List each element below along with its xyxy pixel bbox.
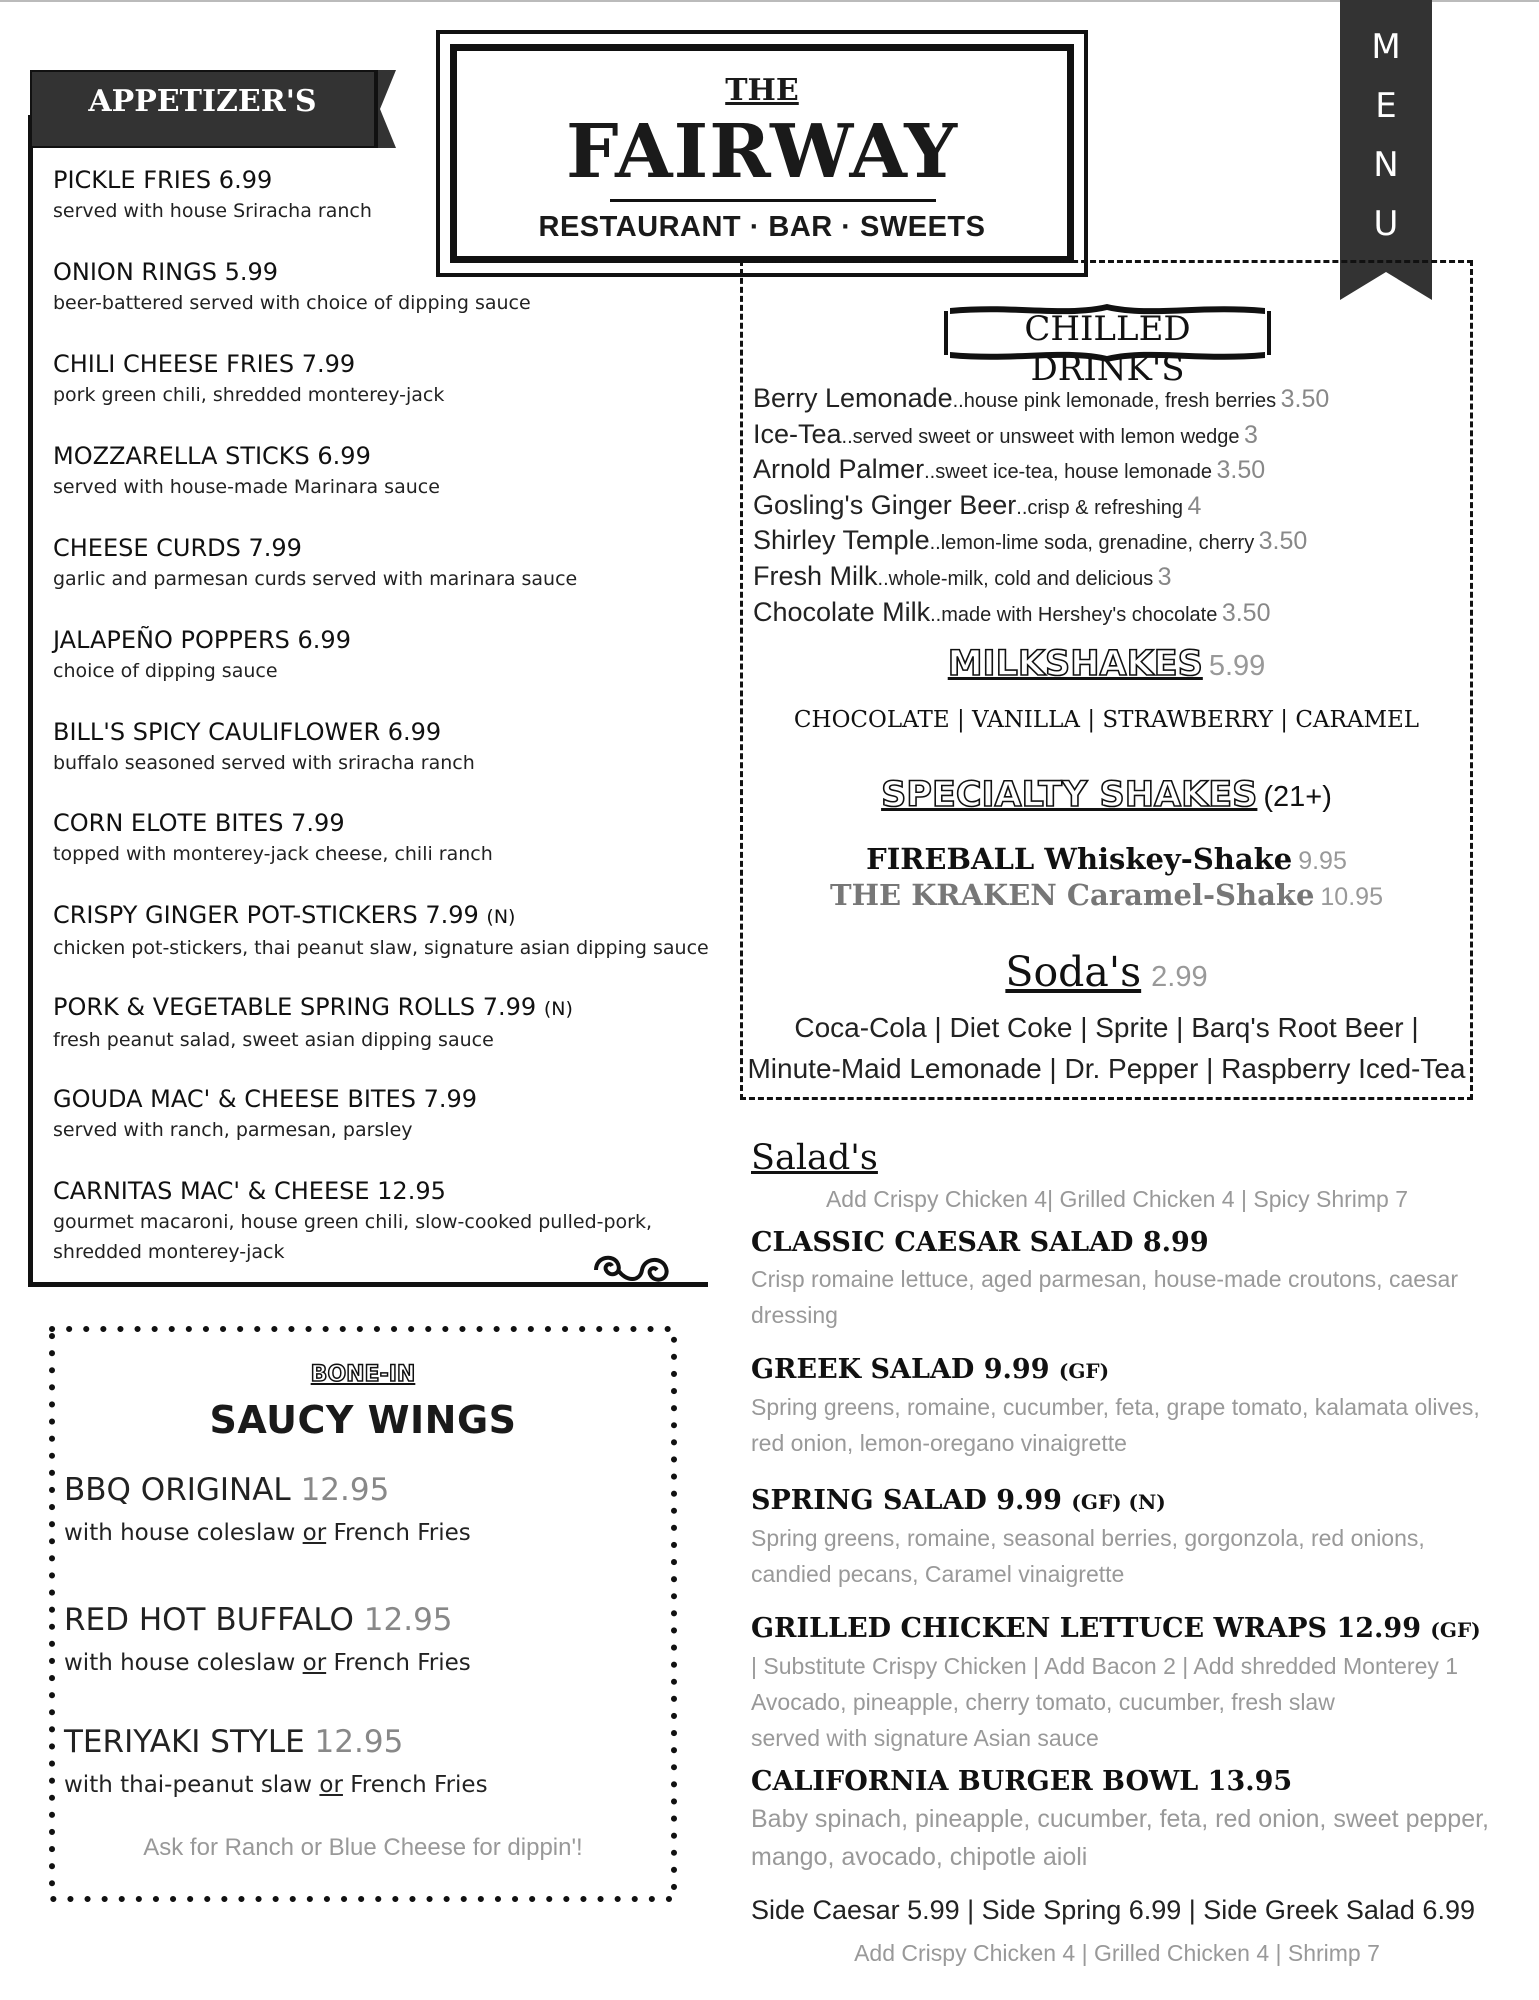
drink-desc: ..lemon-lime soda, grenadine, cherry <box>929 532 1255 554</box>
appetizer-name: CRISPY GINGER POT-STICKERS 7.99 <box>53 901 479 929</box>
wing-desc: with thai-peanut slaw <box>64 1772 320 1798</box>
appetizer-name: ONION RINGS 5.99 <box>53 258 278 286</box>
sodas-heading <box>740 948 1473 996</box>
appetizer-desc: chicken pot-stickers, thai peanut slaw, signature asian dipping sauce <box>53 937 709 959</box>
wing-desc: with house coleslaw <box>64 1520 303 1546</box>
salad-desc: served with signature Asian sauce <box>751 1725 1099 1751</box>
salad-desc: dressing <box>751 1302 838 1328</box>
logo-the: THE <box>725 73 799 108</box>
salad-desc: Spring greens, romaine, cucumber, feta, grape tomato, kalamata olives, <box>751 1394 1480 1420</box>
salad-diet-tag: (GF) <box>1430 1618 1481 1642</box>
logo-tagline: RESTAURANT · BAR · SWEETS <box>538 211 986 243</box>
salad-name: GREEK SALAD 9.99 <box>751 1354 1050 1385</box>
menu-ribbon <box>1340 0 1432 300</box>
specialty-shakes-title: SPECIALTY SHAKES <box>881 775 1258 815</box>
drink-price: 3.50 <box>1216 456 1266 484</box>
drink-item <box>753 561 1473 592</box>
shake-name: FIREBALL Whiskey-Shake <box>866 842 1293 876</box>
appetizer-item <box>53 716 713 778</box>
wing-desc-end: French Fries <box>342 1772 488 1798</box>
appetizer-item <box>53 440 713 502</box>
side-salads: Side Caesar 5.99 | Side Spring 6.99 | Side Greek Salad 6.99 <box>751 1895 1475 1925</box>
chilled-drinks-title: CHILLED DRINK'S <box>1024 309 1191 389</box>
salad-desc: Avocado, pineapple, cherry tomato, cucumber, fresh slaw <box>751 1689 1335 1715</box>
ribbon-letters <box>1340 18 1432 254</box>
drink-price: 3.50 <box>1258 527 1308 555</box>
wing-name: TERIYAKI STYLE <box>64 1724 305 1760</box>
appetizer-item <box>53 532 713 594</box>
top-rule <box>0 0 1539 2</box>
appetizer-item <box>53 1083 713 1145</box>
appetizer-name: JALAPEÑO POPPERS 6.99 <box>53 626 351 654</box>
wing-price: 12.95 <box>300 1472 390 1508</box>
specialty-shakes-heading <box>740 775 1473 815</box>
salad-name: CALIFORNIA BURGER BOWL 13.95 <box>751 1766 1293 1797</box>
soda-list: Minute-Maid Lemonade | Dr. Pepper | Raspberry Iced-Tea <box>747 1053 1466 1084</box>
salad-addons: Add Crispy Chicken 4| Grilled Chicken 4 | Spicy Shrimp 7 <box>825 1186 1409 1212</box>
wing-item <box>64 1470 664 1550</box>
shake-name: THE KRAKEN Caramel-Shake <box>830 878 1315 912</box>
milkshakes-title: MILKSHAKES <box>947 644 1203 684</box>
appetizer-item <box>53 991 713 1055</box>
wings-bone-in-label: BONE-IN <box>310 1362 416 1387</box>
appetizer-desc-line2: shredded monterey-jack <box>53 1241 285 1263</box>
appetizer-desc: fresh peanut salad, sweet asian dipping sauce <box>53 1029 494 1051</box>
appetizer-nut-tag: (N) <box>543 998 573 1020</box>
drink-name: Chocolate Milk <box>753 597 931 627</box>
wing-desc-or: or <box>319 1772 343 1798</box>
appetizer-item <box>53 348 713 410</box>
appetizer-desc: pork green chili, shredded monterey-jack <box>53 384 445 406</box>
ribbon-letter: N <box>1373 145 1399 185</box>
appetizers-title: APPETIZER'S <box>88 84 317 119</box>
drink-price: 3.50 <box>1221 599 1271 627</box>
wing-desc-end: French Fries <box>326 1520 471 1546</box>
wing-price: 12.95 <box>363 1602 453 1638</box>
salad-desc: red onion, lemon-oregano vinaigrette <box>751 1430 1127 1456</box>
wing-name: RED HOT BUFFALO <box>64 1602 354 1638</box>
appetizer-name: CORN ELOTE BITES 7.99 <box>53 809 345 837</box>
appetizer-name: CHEESE CURDS 7.99 <box>53 534 302 562</box>
drink-desc: ..made with Hershey's chocolate <box>930 604 1218 626</box>
drink-desc: ..whole-milk, cold and delicious <box>877 568 1154 590</box>
salad-item <box>751 1764 1521 1876</box>
salads-title: Salad's <box>751 1138 878 1178</box>
wing-desc-end: French Fries <box>326 1650 471 1676</box>
wings-note: Ask for Ranch or Blue Cheese for dippin'! <box>143 1834 583 1861</box>
salad-desc: | Substitute Crispy Chicken | Add Bacon 2 | Add shredded Monterey 1 <box>751 1653 1459 1679</box>
wing-desc: with house coleslaw <box>64 1650 303 1676</box>
salad-name: CLASSIC CAESAR SALAD 8.99 <box>751 1227 1209 1258</box>
appetizer-name: CARNITAS MAC' & CHEESE 12.95 <box>53 1177 446 1205</box>
drink-item <box>753 383 1473 414</box>
appetizer-name: BILL'S SPICY CAULIFLOWER 6.99 <box>53 718 442 746</box>
drink-price: 3 <box>1243 421 1258 449</box>
appetizer-desc: garlic and parmesan curds served with marinara sauce <box>53 568 578 590</box>
appetizer-desc: buffalo seasoned served with sriracha ranch <box>53 752 475 774</box>
salad-item <box>751 1611 1521 1756</box>
drink-price: 4 <box>1187 492 1202 520</box>
appetizer-desc: topped with monterey-jack cheese, chili ranch <box>53 843 493 865</box>
appetizer-desc: served with house-made Marinara sauce <box>53 476 440 498</box>
drink-name: Ice-Tea <box>753 419 842 449</box>
drink-name: Shirley Temple <box>753 525 930 555</box>
appetizer-item <box>53 899 713 963</box>
salad-item <box>751 1483 1521 1592</box>
appetizer-item <box>53 164 713 226</box>
drink-item <box>753 525 1473 556</box>
appetizer-name: MOZZARELLA STICKS 6.99 <box>53 442 371 470</box>
appetizer-desc: served with ranch, parmesan, parsley <box>53 1119 413 1141</box>
milkshakes-price: 5.99 <box>1208 650 1266 682</box>
drink-desc: ..house pink lemonade, fresh berries <box>952 390 1277 412</box>
side-salad-addons: Add Crispy Chicken 4 | Grilled Chicken 4 | Shrimp 7 <box>854 1940 1380 1966</box>
wing-item <box>64 1722 664 1802</box>
specialty-shake-item <box>740 878 1473 912</box>
swirl-ornament-icon <box>592 1248 672 1292</box>
drink-desc: ..served sweet or unsweet with lemon wedge <box>841 426 1240 448</box>
wings-title: SAUCY WINGS <box>209 1398 517 1442</box>
specialty-age-note: (21+) <box>1263 781 1332 813</box>
salad-item <box>751 1352 1521 1461</box>
drink-item <box>753 490 1473 521</box>
salad-desc: Spring greens, romaine, seasonal berries, gorgonzola, red onions, <box>751 1525 1425 1551</box>
ribbon-letter: E <box>1375 86 1397 126</box>
appetizer-desc: choice of dipping sauce <box>53 660 278 682</box>
drink-name: Gosling's Ginger Beer <box>753 490 1017 520</box>
appetizer-item <box>53 807 713 869</box>
wing-name: BBQ ORIGINAL <box>64 1472 291 1508</box>
appetizer-name: PICKLE FRIES 6.99 <box>53 166 273 194</box>
drink-desc: ..sweet ice-tea, house lemonade <box>924 461 1213 483</box>
sodas-price: 2.99 <box>1151 961 1208 993</box>
wing-desc-or: or <box>302 1520 327 1546</box>
milkshake-flavors: CHOCOLATE | VANILLA | STRAWBERRY | CARAMEL <box>793 707 1420 733</box>
appetizer-name: GOUDA MAC' & CHEESE BITES 7.99 <box>53 1085 478 1113</box>
appetizer-item <box>53 624 713 686</box>
wing-item <box>64 1600 664 1680</box>
drink-name: Fresh Milk <box>753 561 878 591</box>
salad-desc: Baby spinach, pineapple, cucumber, feta, red onion, sweet pepper, <box>751 1805 1489 1833</box>
salad-diet-tag: (GF) <box>1058 1359 1110 1383</box>
salad-diet-tag: (GF) (N) <box>1071 1490 1166 1514</box>
wing-price: 12.95 <box>314 1724 404 1760</box>
drink-name: Arnold Palmer <box>753 454 925 484</box>
salad-item <box>751 1225 1521 1333</box>
drink-price: 3.50 <box>1280 385 1330 413</box>
shake-price: 9.95 <box>1298 847 1347 875</box>
salad-desc: mango, avocado, chipotle aioli <box>751 1843 1088 1871</box>
specialty-shake-item <box>740 842 1473 876</box>
soda-list: Coca-Cola | Diet Coke | Sprite | Barq's Root Beer | <box>794 1012 1419 1043</box>
drink-item <box>753 454 1473 485</box>
drink-price: 3 <box>1157 563 1172 591</box>
appetizer-item <box>53 256 713 318</box>
milkshakes-heading <box>740 644 1473 684</box>
appetizer-name: CHILI CHEESE FRIES 7.99 <box>53 350 356 378</box>
shake-price: 10.95 <box>1320 883 1383 911</box>
ribbon-letter: U <box>1373 204 1399 244</box>
salad-name: GRILLED CHICKEN LETTUCE WRAPS 12.99 <box>751 1613 1421 1644</box>
appetizer-desc: served with house Sriracha ranch <box>53 200 372 222</box>
drink-item <box>753 419 1473 450</box>
wing-desc-or: or <box>302 1650 327 1676</box>
drink-desc: ..crisp & refreshing <box>1016 497 1184 519</box>
salad-desc: candied pecans, Caramel vinaigrette <box>751 1561 1125 1587</box>
appetizer-nut-tag: (N) <box>486 906 516 928</box>
appetizer-name: PORK & VEGETABLE SPRING ROLLS 7.99 <box>53 993 537 1021</box>
drink-name: Berry Lemonade <box>753 383 953 413</box>
appetizer-desc: gourmet macaroni, house green chili, slow-cooked pulled-pork, <box>53 1211 653 1233</box>
ribbon-letter: M <box>1371 27 1401 67</box>
salad-desc: Crisp romaine lettuce, aged parmesan, house-made croutons, caesar <box>751 1266 1458 1292</box>
logo-name: FAIRWAY <box>565 109 959 195</box>
salad-name: SPRING SALAD 9.99 <box>751 1485 1062 1516</box>
appetizer-desc: beer-battered served with choice of dipping sauce <box>53 292 531 314</box>
drink-item <box>753 597 1473 628</box>
sodas-title: Soda's <box>1005 948 1142 996</box>
